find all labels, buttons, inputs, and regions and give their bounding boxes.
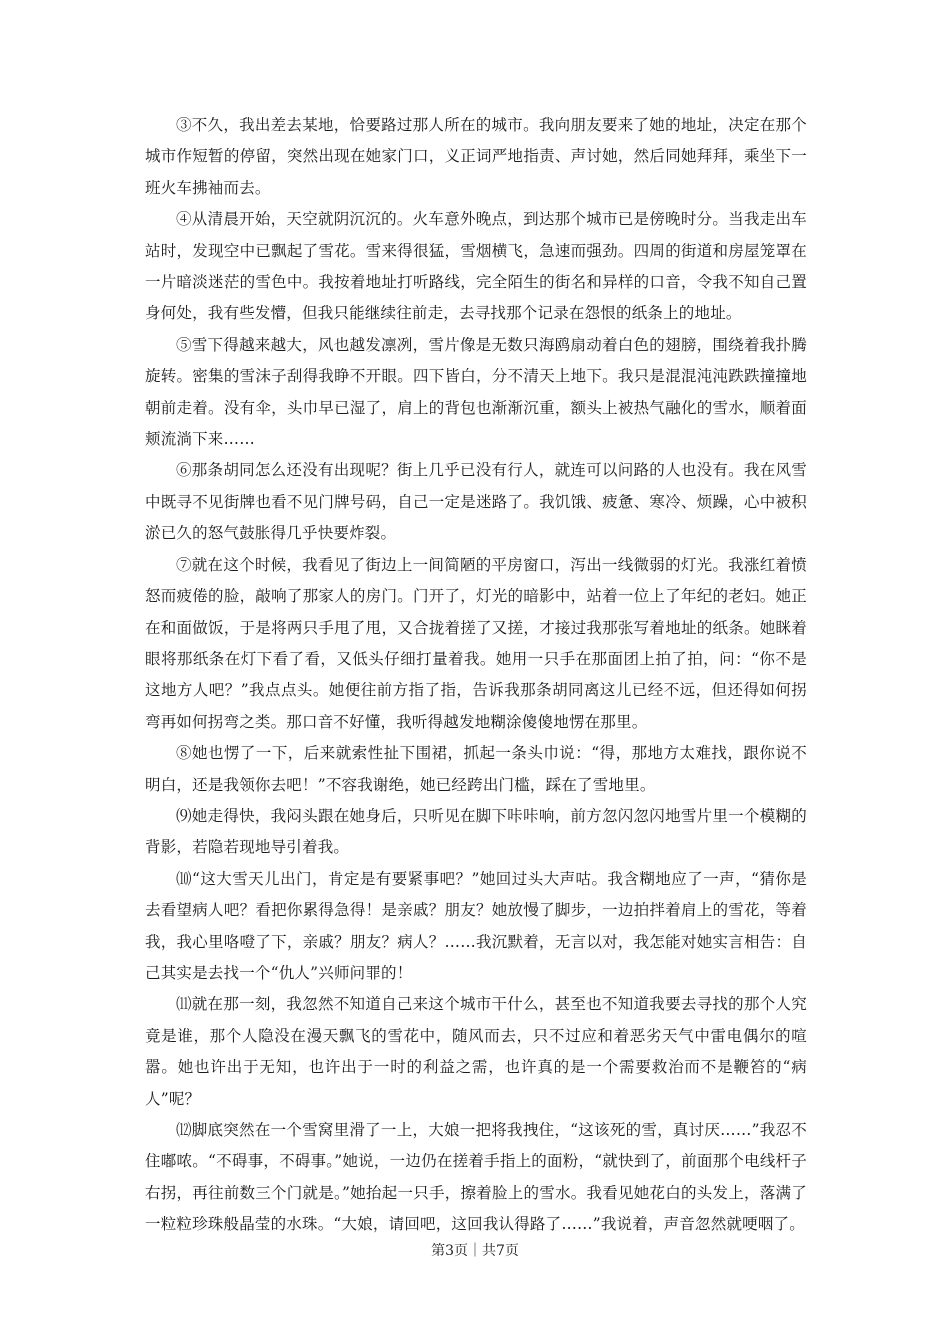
- paragraph-5: ⑤雪下得越来越大，风也越发凛冽，雪片像是无数只海鸥扇动着白色的翅膀，围绕着我扑腾旋转。密集的雪沫子刮得我睁不开眼。四下皆白，分不清天上地下。我只是混混沌沌跌跌撞撞地朝前走着。没有伞，头巾早已湿了，肩上的背包也渐渐沉重，额头上被热气融化的雪水，顺着面颊流淌下来……: [145, 335, 807, 449]
- paragraph-8: ⑧她也愣了一下，后来就索性扯下围裙，抓起一条头巾说：“得，那地方太难找，跟你说不明白，还是我领你去吧！”不容我谢绝，她已经跨出门槛，踩在了雪地里。: [145, 744, 807, 794]
- paragraph-7: ⑦就在这个时候，我看见了街边上一间简陋的平房窗口，泻出一线微弱的灯光。我涨红着愤怒而疲倦的脸，敲响了那家人的房门。门开了，灯光的暗影中，站着一位上了年纪的老妇。她正在和面做饭，于是将两只手甩了甩，又合拢着搓了又搓，才接过我那张写着地址的纸条。她眯着眼将那纸条在灯下看了看，又低头仔细打量着我。她用一只手在那面团上拍了拍，问：“你不是这地方人吧？”我点点头。她便往前方指了指，告诉我那条胡同离这儿已经不远，但还得如何拐弯再如何拐弯之类。那口音不好懂，我听得越发地糊涂傻傻地愣在那里。: [145, 555, 807, 731]
- paragraph-6: ⑥那条胡同怎么还没有出现呢？街上几乎已没有行人，就连可以问路的人也没有。我在风雪中既寻不见街牌也看不见门牌号码，自己一定是迷路了。我饥饿、疲惫、寒冷、烦躁，心中被积淤已久的怒气鼓胀得几乎快要炸裂。: [145, 461, 807, 543]
- paragraph-9: ⑼她走得快，我闷头跟在她身后，只听见在脚下咔咔响，前方忽闪忽闪地雪片里一个模糊的背影，若隐若现地导引着我。: [145, 806, 807, 857]
- article-body: [145, 110, 807, 1241]
- paragraph-10: ⑽“这大雪天儿出门，肯定是有要紧事吧？”她回过头大声咕。我含糊地应了一声，“猜你是去看望病人吧？看把你累得急得！是亲戚？朋友？她放慢了脚步，一边拍拌着肩上的雪花，等着我，我心里咯噔了下，亲戚？朋友？病人？……我沉默着，无言以对，我怎能对她实言相告：自己其实是去找一个“仇人”兴师问罪的！: [145, 869, 807, 982]
- paragraph-11: ⑾就在那一刻，我忽然不知道自己来这个城市干什么，甚至也不知道我要去寻找的那个人究竟是谁，那个人隐没在漫天飘飞的雪花中，随风而去，只不过应和着恶劣天气中雷电偶尔的喧嚣。她也许出于无知，也许出于一时的利益之需，也许真的是一个需要救治而不是鞭笞的“病人”呢？: [145, 995, 807, 1108]
- page-number-footer: 第3页｜共7页: [431, 1243, 519, 1259]
- paragraph-3: ③不久，我出差去某地，恰要路过那人所在的城市。我向朋友要来了她的地址，决定在那个城市作短暂的停留，突然出现在她家门口，义正词严地指责、声讨她，然后同她拜拜，乘坐下一班火车拂袖而去。: [145, 116, 807, 197]
- paragraph-12: ⑿脚底突然在一个雪窝里滑了一上，大娘一把将我拽住，“这该死的雪，真讨厌……”我忍不住嘟哝。“不碍事，不碍事。”她说，一边仍在搓着手指上的面粉，“就快到了，前面那个电线杆子右拐，再往前数三个门就是。”她抬起一只手，擦着脸上的雪水。我看见她花白的头发上，落满了一粒粒珍珠般晶莹的水珠。“大娘，请回吧，这回我认得路了……”我说着，声音忽然就哽咽了。: [145, 1121, 807, 1234]
- paragraph-4: ④从清晨开始，天空就阴沉沉的。火车意外晚点，到达那个城市已是傍晚时分。当我走出车站时，发现空中已飘起了雪花。雪来得很猛，雪烟横飞，急速而强劲。四周的街道和房屋笼罩在一片暗淡迷茫的雪色中。我按着地址打听路线，完全陌生的街名和异样的口音，令我不知自己置身何处，我有些发懵，但我只能继续往前走，去寻找那个记录在怨恨的纸条上的地址。: [145, 210, 807, 323]
